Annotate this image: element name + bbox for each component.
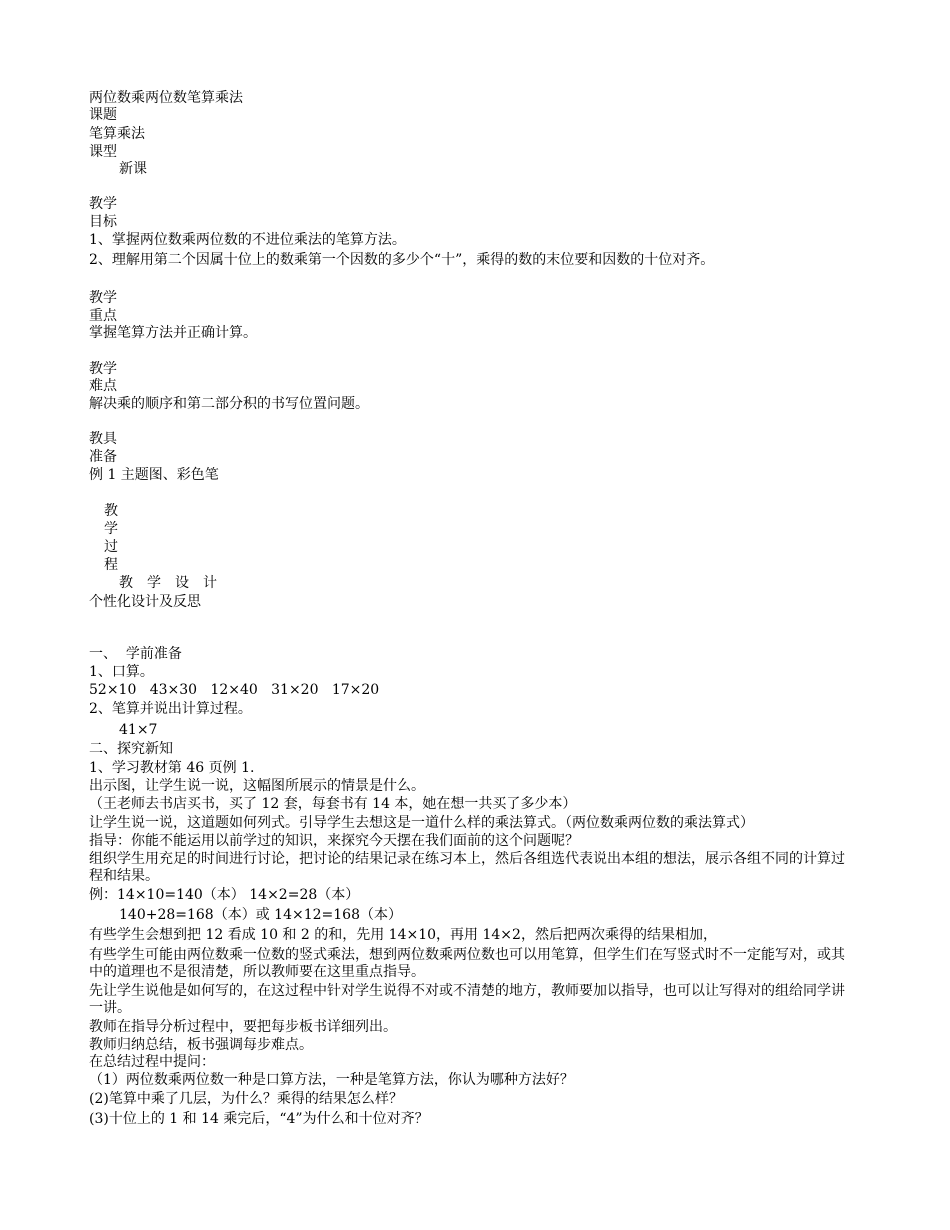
paragraph-6: 有些学生会想到把 12 看成 10 和 2 的和，先用 14×10，再用 14×2，然后把两次乘得的结果相加， bbox=[89, 927, 717, 943]
paragraph-7: 有些学生可能由两位数乘一位数的竖式乘法，想到两位数乘两位数也可以用笔算，但学生们在写竖式时不一定能写对，或其中的道理也不是很清楚，所以教师要在这里重点指导。 bbox=[89, 947, 845, 980]
written-calc: 41×7 bbox=[119, 722, 158, 738]
paragraph-11: 在总结过程中提问： bbox=[89, 1054, 215, 1070]
process-char-2: 学 bbox=[104, 521, 118, 537]
paragraph-9: 教师在指导分析过程中，要把每步板书详细列出。 bbox=[89, 1019, 397, 1035]
process-char-4: 程 bbox=[104, 557, 118, 573]
example-line-1: 例：14×10=140（本） 14×2=28（本） bbox=[89, 887, 360, 903]
tools-label-2: 准备 bbox=[89, 449, 117, 465]
design-header: 教 学 设 计 bbox=[119, 575, 217, 591]
reflection-header: 个性化设计及反思 bbox=[89, 594, 201, 610]
tools-value: 例 1 主题图、彩色笔 bbox=[89, 467, 219, 483]
difficulty-label-2: 难点 bbox=[89, 378, 117, 394]
section-2-title: 二、探究新知 bbox=[89, 741, 173, 757]
goal-label-2: 目标 bbox=[89, 214, 117, 230]
paragraph-4: 指导：你能不能运用以前学过的知识，来探究今天摆在我们面前的这个问题呢？ bbox=[89, 833, 579, 849]
section-1-item-2: 2、笔算并说出计算过程。 bbox=[89, 701, 252, 717]
section-1-item-1: 1、口算。 bbox=[89, 664, 154, 680]
paragraph-10: 教师归纳总结，板书强调每步难点。 bbox=[89, 1037, 313, 1053]
difficulty-label-1: 教学 bbox=[89, 361, 117, 377]
type-label: 课型 bbox=[89, 144, 117, 160]
doc-title: 两位数乘两位数笔算乘法 bbox=[89, 90, 243, 106]
section-2-item-1: 1、学习教材第 46 页例 1. bbox=[89, 760, 255, 776]
question-2: (2)笔算中乘了几层，为什么？乘得的结果怎么样？ bbox=[89, 1091, 403, 1107]
question-1: （1）两位数乘两位数一种是口算方法，一种是笔算方法，你认为哪种方法好？ bbox=[89, 1072, 574, 1088]
paragraph-3: 让学生说一说，这道题如何列式。引导学生去想这是一道什么样的乘法算式。（两位数乘两位数的乘法算式） bbox=[89, 815, 754, 831]
key-label-1: 教学 bbox=[89, 290, 117, 306]
key-label-2: 重点 bbox=[89, 308, 117, 324]
type-value: 新课 bbox=[119, 161, 147, 177]
question-3: (3)十位上的 1 和 14 乘完后，“4”为什么和十位对齐？ bbox=[89, 1111, 429, 1127]
topic-label: 课题 bbox=[89, 107, 117, 123]
mental-calc-list: 52×10 43×30 12×40 31×20 17×20 bbox=[89, 682, 380, 698]
topic-value: 笔算乘法 bbox=[89, 126, 145, 142]
process-char-3: 过 bbox=[104, 539, 118, 555]
key-value: 掌握笔算方法并正确计算。 bbox=[89, 325, 257, 341]
example-line-2: 140+28=168（本）或 14×12=168（本） bbox=[119, 907, 402, 923]
section-1-title: 一、 学前准备 bbox=[89, 646, 182, 662]
paragraph-8: 先让学生说他是如何写的，在这过程中针对学生说得不对或不清楚的地方，教师要加以指导，也可以让写得对的组给同学讲一讲。 bbox=[89, 983, 845, 1016]
paragraph-5: 组织学生用充足的时间进行讨论，把讨论的结果记录在练习本上，然后各组选代表说出本组的想法，展示各组不同的计算过程和结果。 bbox=[89, 851, 845, 884]
process-char-1: 教 bbox=[104, 503, 118, 519]
goal-item-2: 2、理解用第二个因属十位上的数乘第一个因数的多少个“十”，乘得的数的末位要和因数的十位对齐。 bbox=[89, 252, 715, 268]
goal-label-1: 教学 bbox=[89, 196, 117, 212]
paragraph-1: 出示图，让学生说一说，这幅图所展示的情景是什么。 bbox=[89, 778, 425, 794]
paragraph-2: （王老师去书店买书，买了 12 套，每套书有 14 本，她在想一共买了多少本） bbox=[89, 796, 577, 812]
tools-label-1: 教具 bbox=[89, 431, 117, 447]
goal-item-1: 1、掌握两位数乘两位数的不进位乘法的笔算方法。 bbox=[89, 232, 406, 248]
difficulty-value: 解决乘的顺序和第二部分积的书写位置问题。 bbox=[89, 396, 369, 412]
